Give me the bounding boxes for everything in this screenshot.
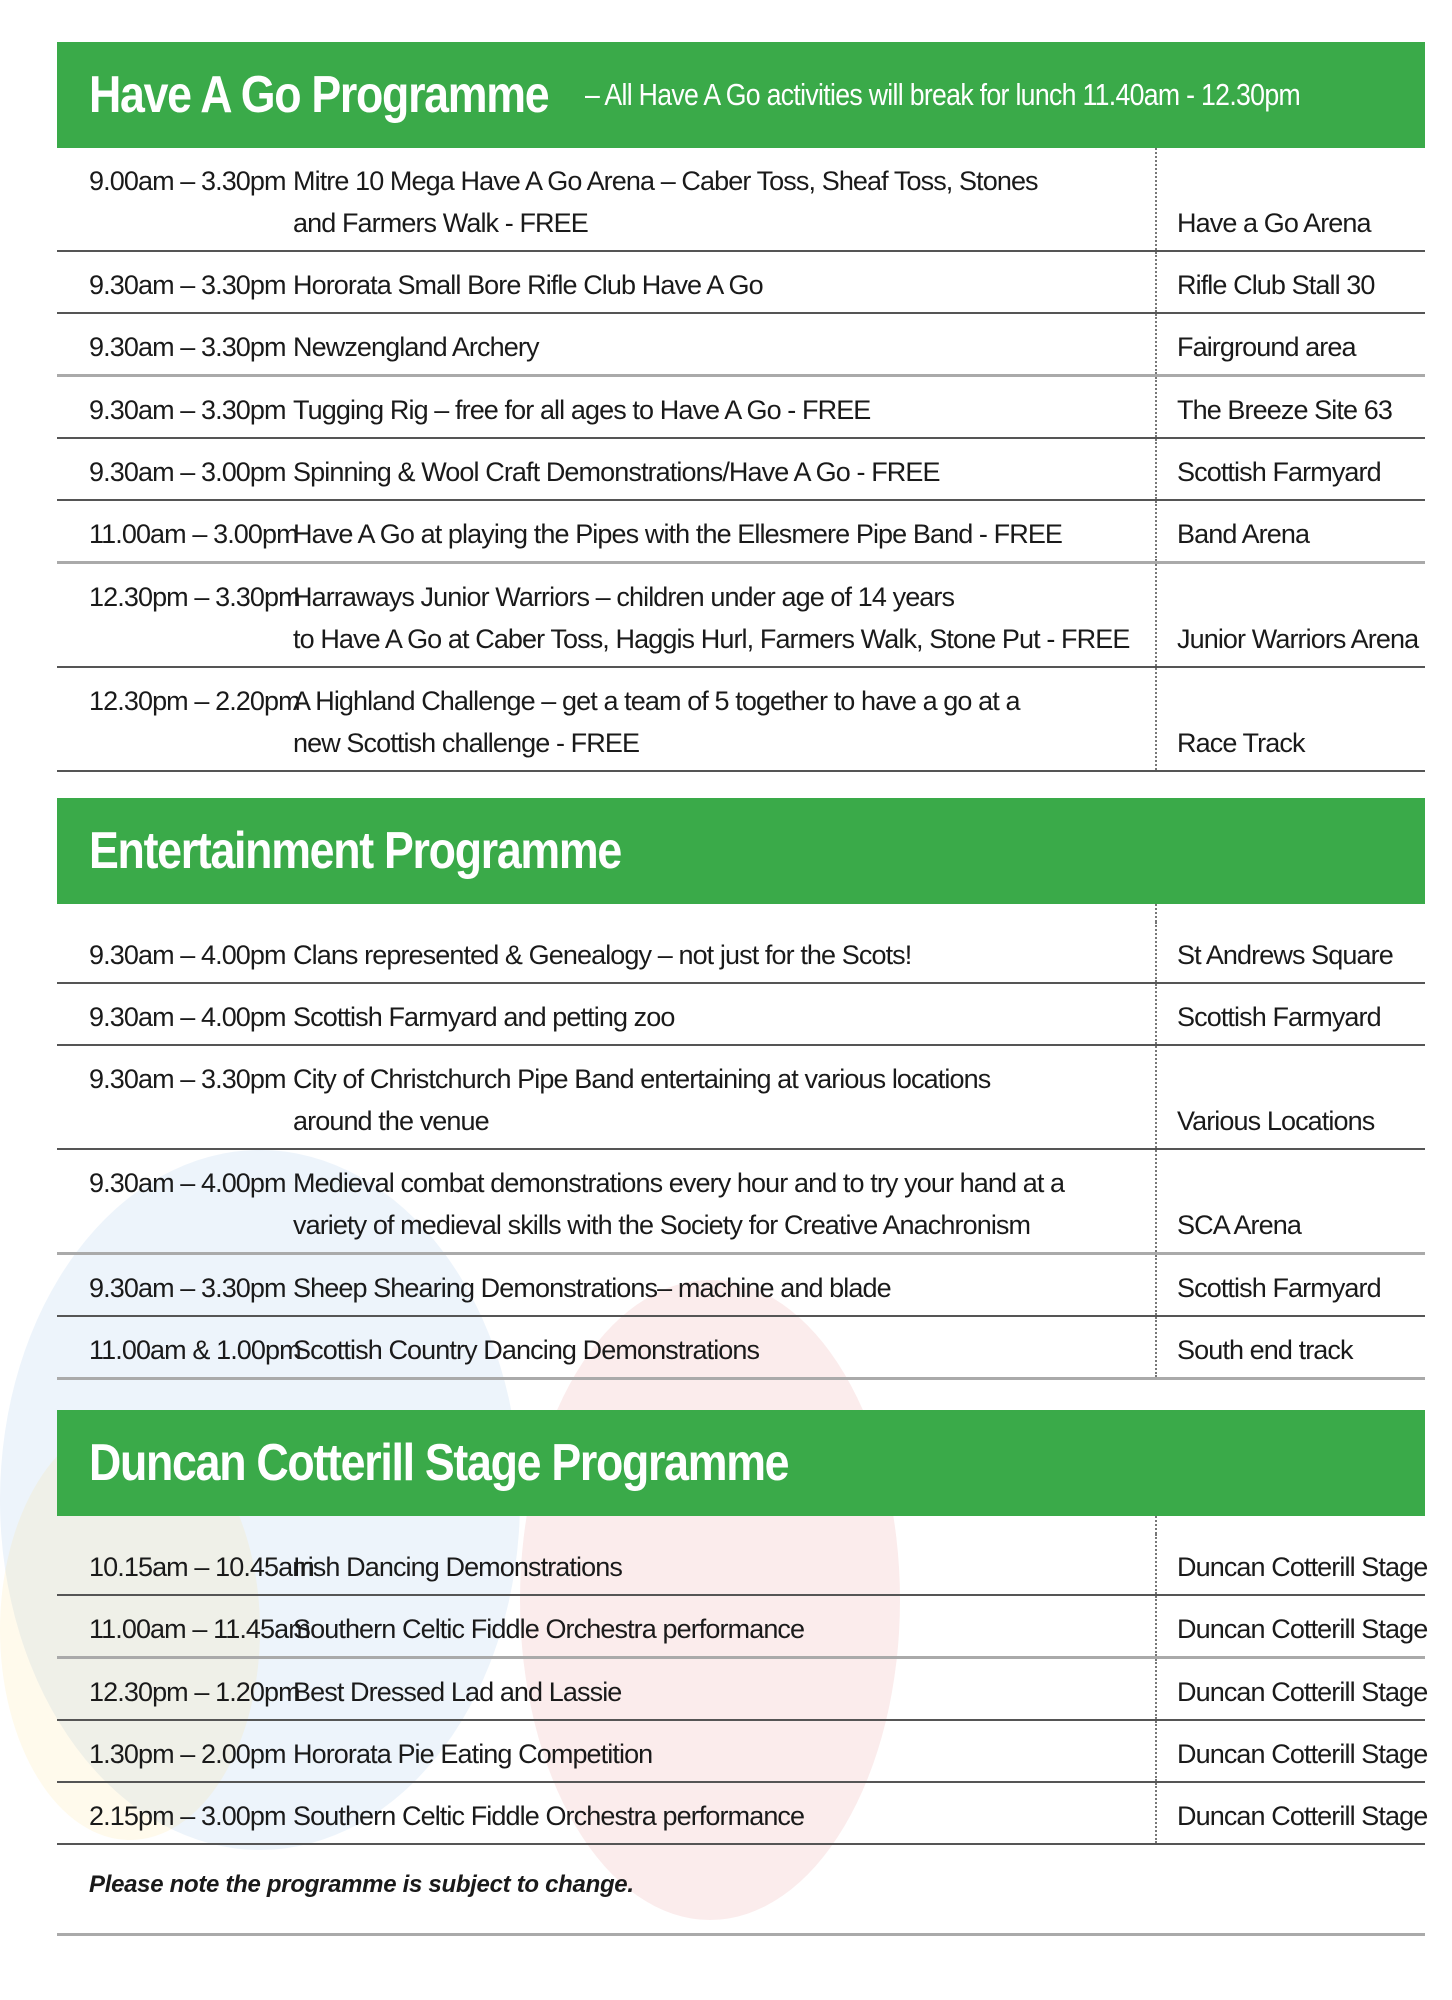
description-line: Hororata Small Bore Rifle Club Have A Go bbox=[293, 270, 763, 300]
description-line: Newzengland Archery bbox=[293, 332, 539, 362]
table-row bbox=[57, 1596, 1428, 1659]
description-cell bbox=[293, 252, 1155, 312]
description-cell bbox=[293, 314, 1155, 374]
time-cell: 12.30pm – 2.20pm bbox=[89, 686, 300, 716]
section-title: Entertainment Programme bbox=[89, 822, 621, 880]
table-row bbox=[57, 148, 1425, 252]
location-cell: Band Arena bbox=[1155, 501, 1425, 561]
time-cell: 12.30pm – 1.20pm bbox=[89, 1677, 300, 1707]
time-cell: 11.00am – 11.45am bbox=[89, 1614, 310, 1644]
section-title: Have A Go Programme bbox=[89, 66, 549, 124]
time-cell: 9.30am – 3.30pm bbox=[89, 270, 286, 300]
table-row bbox=[57, 314, 1425, 377]
location-cell: Duncan Cotterill Stage bbox=[1155, 1783, 1427, 1843]
description-line: Best Dressed Lad and Lassie bbox=[293, 1677, 622, 1707]
description-cell bbox=[293, 439, 1155, 499]
description-cell bbox=[293, 1783, 1155, 1843]
description-line: Tugging Rig – free for all ages to Have A Go - FREE bbox=[293, 395, 871, 425]
description-line: City of Christchurch Pipe Band entertaining at various locations bbox=[293, 1064, 991, 1094]
location-cell: Duncan Cotterill Stage bbox=[1155, 1659, 1427, 1719]
have-a-go-table bbox=[57, 148, 1425, 772]
footer-divider bbox=[57, 1933, 1425, 1936]
time-cell: 12.30pm – 3.30pm bbox=[89, 582, 300, 612]
entertainment-table bbox=[57, 922, 1425, 1380]
description-line: around the venue bbox=[293, 1106, 489, 1136]
location-cell: St Andrews Square bbox=[1155, 922, 1425, 982]
time-cell: 9.30am – 3.30pm bbox=[89, 1064, 286, 1094]
location-cell: Scottish Farmyard bbox=[1155, 439, 1425, 499]
description-line: Medieval combat demonstrations every hour and to try your hand at a bbox=[293, 1168, 1065, 1198]
description-cell bbox=[293, 1596, 1155, 1656]
table-spacer bbox=[57, 1516, 1425, 1534]
stage-table bbox=[57, 1534, 1428, 1845]
time-cell: 9.30am – 3.30pm bbox=[89, 395, 286, 425]
location-cell: Scottish Farmyard bbox=[1155, 984, 1425, 1044]
description-line: Southern Celtic Fiddle Orchestra performance bbox=[293, 1801, 805, 1831]
time-cell: 11.00am – 3.00pm bbox=[89, 519, 298, 549]
description-line: Hororata Pie Eating Competition bbox=[293, 1739, 653, 1769]
entertainment-section bbox=[57, 798, 1425, 1380]
table-row bbox=[57, 1783, 1428, 1845]
description-cell bbox=[293, 377, 1155, 437]
time-cell: 1.30pm – 2.00pm bbox=[89, 1739, 286, 1769]
description-line: Southern Celtic Fiddle Orchestra performance bbox=[293, 1614, 805, 1644]
description-line: to Have A Go at Caber Toss, Haggis Hurl, Farmers Walk, Stone Put - FREE bbox=[293, 624, 1130, 654]
entertainment-banner bbox=[57, 798, 1425, 904]
description-line: Irish Dancing Demonstrations bbox=[293, 1552, 622, 1582]
table-row bbox=[57, 668, 1425, 772]
description-cell bbox=[293, 148, 1155, 250]
description-cell bbox=[293, 1534, 1155, 1594]
table-row bbox=[57, 984, 1425, 1046]
description-line: Have A Go at playing the Pipes with the Ellesmere Pipe Band - FREE bbox=[293, 519, 1063, 549]
footer-note: Please note the programme is subject to change. bbox=[89, 1871, 634, 1898]
table-row bbox=[57, 501, 1425, 564]
description-cell bbox=[293, 1721, 1155, 1781]
have-a-go-section bbox=[57, 42, 1425, 772]
section-title: Duncan Cotterill Stage Programme bbox=[89, 1434, 789, 1492]
table-row bbox=[57, 1721, 1428, 1783]
time-cell: 9.30am – 4.00pm bbox=[89, 1002, 286, 1032]
description-line: variety of medieval skills with the Society for Creative Anachronism bbox=[293, 1210, 1031, 1240]
description-cell bbox=[293, 1150, 1155, 1252]
table-row bbox=[57, 439, 1425, 501]
description-line: new Scottish challenge - FREE bbox=[293, 728, 640, 758]
table-row bbox=[57, 1046, 1425, 1150]
time-cell: 9.30am – 3.30pm bbox=[89, 1273, 286, 1303]
location-cell: Junior Warriors Arena bbox=[1155, 564, 1425, 666]
description-cell bbox=[293, 1255, 1155, 1315]
programme-page bbox=[57, 42, 1428, 1936]
location-cell: Duncan Cotterill Stage bbox=[1155, 1596, 1427, 1656]
description-line: Harraways Junior Warriors – children under age of 14 years bbox=[293, 582, 955, 612]
location-cell: Race Track bbox=[1155, 668, 1425, 770]
description-line: Sheep Shearing Demonstrations– machine and blade bbox=[293, 1273, 891, 1303]
description-line: Clans represented & Genealogy – not just for the Scots! bbox=[293, 940, 912, 970]
description-line: Scottish Country Dancing Demonstrations bbox=[293, 1335, 760, 1365]
description-cell bbox=[293, 564, 1155, 666]
table-row bbox=[57, 1659, 1428, 1721]
description-cell bbox=[293, 984, 1155, 1044]
description-line: Scottish Farmyard and petting zoo bbox=[293, 1002, 675, 1032]
location-cell: Fairground area bbox=[1155, 314, 1425, 374]
time-cell: 9.30am – 3.30pm bbox=[89, 332, 286, 362]
stage-banner bbox=[57, 1410, 1425, 1516]
location-cell: South end track bbox=[1155, 1317, 1425, 1377]
table-row bbox=[57, 1150, 1425, 1255]
table-spacer bbox=[57, 904, 1425, 922]
description-line: Spinning & Wool Craft Demonstrations/Have A Go - FREE bbox=[293, 457, 940, 487]
description-cell bbox=[293, 1659, 1155, 1719]
time-cell: 9.30am – 3.00pm bbox=[89, 457, 286, 487]
location-cell: Scottish Farmyard bbox=[1155, 1255, 1425, 1315]
location-cell: SCA Arena bbox=[1155, 1150, 1425, 1252]
time-cell: 9.30am – 4.00pm bbox=[89, 1168, 286, 1198]
description-cell bbox=[293, 501, 1155, 561]
table-row bbox=[57, 252, 1425, 314]
location-cell: Have a Go Arena bbox=[1155, 148, 1425, 250]
location-cell: Duncan Cotterill Stage bbox=[1155, 1721, 1427, 1781]
time-cell: 9.00am – 3.30pm bbox=[89, 166, 286, 196]
location-cell: Rifle Club Stall 30 bbox=[1155, 252, 1425, 312]
have-a-go-banner bbox=[57, 42, 1425, 148]
table-row bbox=[57, 1317, 1425, 1380]
lunch-break-note: – All Have A Go activities will break for lunch 11.40am - 12.30pm bbox=[585, 77, 1301, 112]
table-row bbox=[57, 564, 1425, 668]
table-row bbox=[57, 1534, 1428, 1596]
description-cell bbox=[293, 1046, 1155, 1148]
time-cell: 10.15am – 10.45am bbox=[89, 1552, 314, 1582]
location-cell: Duncan Cotterill Stage bbox=[1155, 1534, 1427, 1594]
description-line: and Farmers Walk - FREE bbox=[293, 208, 588, 238]
location-cell: Various Locations bbox=[1155, 1046, 1425, 1148]
description-cell bbox=[293, 922, 1155, 982]
table-row bbox=[57, 922, 1425, 984]
table-row bbox=[57, 377, 1425, 439]
table-row bbox=[57, 1255, 1425, 1317]
time-cell: 11.00am & 1.00pm bbox=[89, 1335, 301, 1365]
time-cell: 9.30am – 4.00pm bbox=[89, 940, 286, 970]
time-cell: 2.15pm – 3.00pm bbox=[89, 1801, 286, 1831]
stage-section bbox=[57, 1410, 1428, 1845]
description-line: Mitre 10 Mega Have A Go Arena – Caber Toss, Sheaf Toss, Stones bbox=[293, 166, 1038, 196]
description-cell bbox=[293, 668, 1155, 770]
description-line: A Highland Challenge – get a team of 5 together to have a go at a bbox=[293, 686, 1020, 716]
location-cell: The Breeze Site 63 bbox=[1155, 377, 1425, 437]
description-cell bbox=[293, 1317, 1155, 1377]
